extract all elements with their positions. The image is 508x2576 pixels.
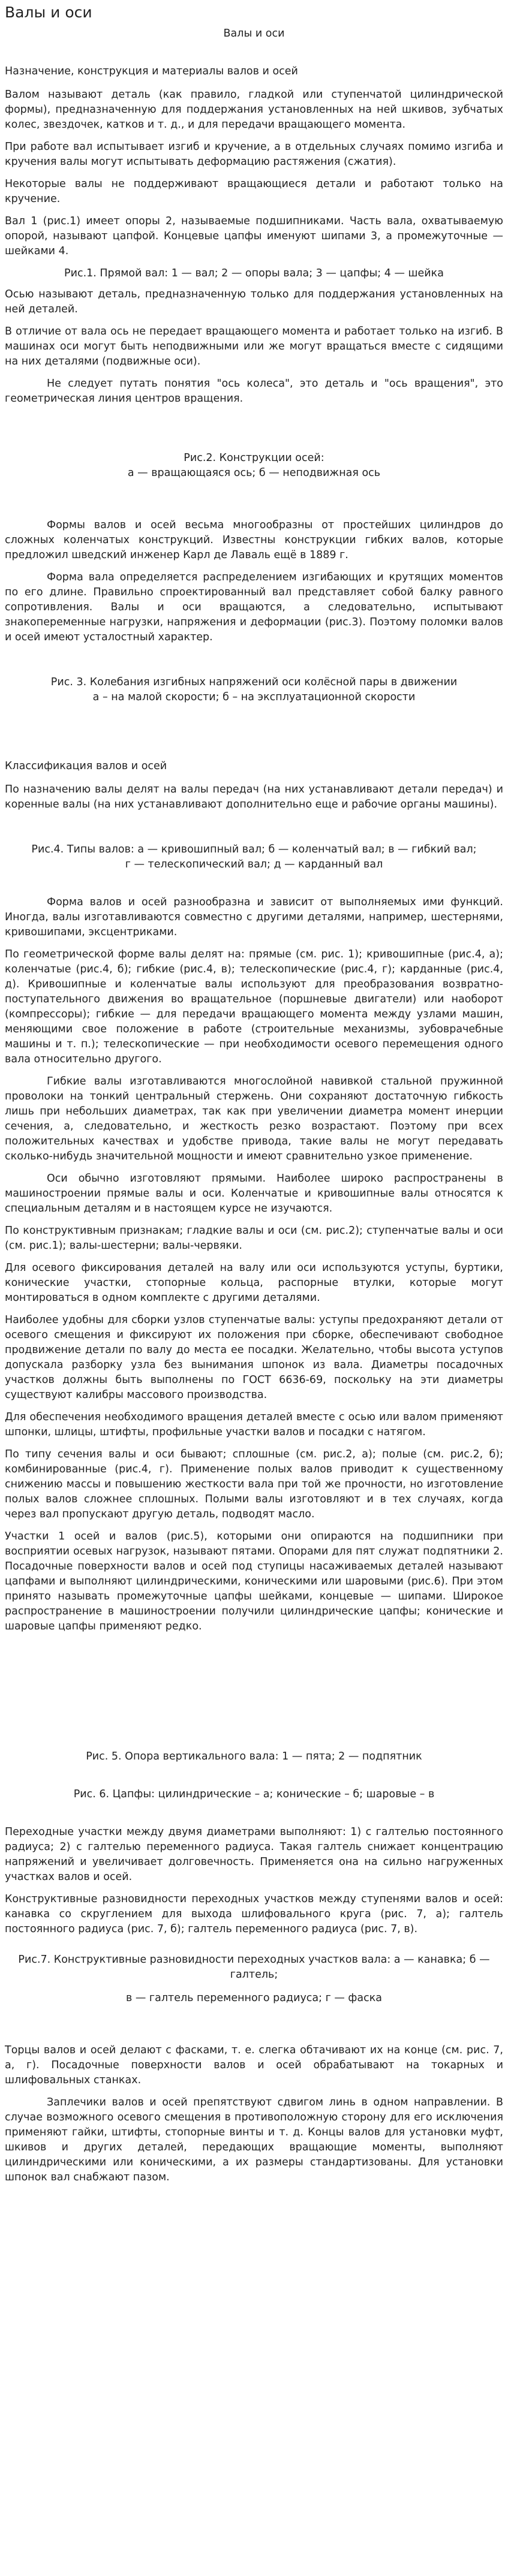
paragraph: Вал 1 (рис.1) имеет опоры 2, называемые подшипниками. Часть вала, охватываемую опорой, называют цапфой. Концевые цапфы именуют шипами 3, а промежуточные — шейками 4. [5, 215, 503, 257]
paragraph: Переходные участки между двумя диаметрами выполняют: 1) с галтелью постоянного радиуса; 2) с галтелью переменного радиуса. Такая галтель снижает концентрацию напряжений и увеличивает долговечность. Применяется она на сильно нагруженных участках валов и осей. [5, 1826, 503, 1883]
figure-caption: г — телескопический вал; д — карданный вал [125, 858, 383, 870]
paragraph: Торцы валов и осей делают с фасками, т. е. слегка обтачивают их на конце (см. рис. 7, а, г). Посадочные поверхности валов и осей обрабатывают на токарных и шлифовальных станках. [5, 2044, 503, 2086]
paragraph: Оси обычно изготовляют прямыми. Наиболее широко распространены в машиностроении прямые валы и оси. Коленчатые и кривошипные валы относятся к специальным деталям и в настоящем курсе не изучаются. [5, 1173, 503, 1215]
paragraph: Не следует путать понятия "ось колеса", это деталь и "ось вращения", это геометрическая линия центров вращения. [5, 378, 503, 405]
figure-caption: Рис.1. Прямой вал: 1 — вал; 2 — опоры вала; 3 — цапфы; 4 — шейка [64, 267, 444, 279]
document-subtitle: Валы и оси [223, 28, 285, 40]
figure-caption: Рис. 6. Цапфы: цилиндрические – а; конические – б; шаровые – в [73, 1788, 435, 1800]
paragraph: По типу сечения валы и оси бывают; сплошные (см. рис.2, а); полые (см. рис.2, б); комбинированные (рис.4, г). Применение полых валов приводит к существенному снижению массы и повышению жесткости вала при той же прочности, но изготовление полых валов сложнее сплошных. Полыми валы изготовляют и в тех случаях, когда через вал пропускают другую деталь, подводят масло. [5, 1448, 503, 1520]
figure-caption: а — вращающаяся ось; б — неподвижная ось [127, 467, 381, 479]
paragraph: По геометрической форме валы делят на: прямые (см. рис. 1); кривошипные (рис.4, а); коленчатые (рис.4, б); гибкие (рис.4, в); телескопические (рис.4, г); карданные (рис.4, д). Кривошипные и коленчатые валы используют для преобразования возвратно-поступательного движения во вращательное (поршневые двигатели) или наоборот (компрессоры); гибкие — для передачи вращающего момента между узлами машин, меняющими свое положение в работе (строительные механизмы, зубоврачебные машины и т. п.); телескопические — при необходимости осевого перемещения одного вала относительно другого. [5, 948, 503, 1065]
paragraph: Для обеспечения необходимого вращения деталей вместе с осью или валом применяют шпонки, шлицы, штифты, профильные участки валов и посадки с натягом. [5, 1411, 503, 1438]
figure-caption: Рис.4. Типы валов: а — кривошипный вал; б — коленчатый вал; в — гибкий вал; [31, 843, 477, 855]
figure-caption: Рис.2. Конструкции осей: [184, 452, 324, 464]
figure-caption: а – на малой скорости; б – на эксплуатационной скорости [92, 691, 416, 703]
paragraph: Заплечики валов и осей препятствуют сдвигом линь в одном направлении. В случае возможного осевого смещения в противоположную сторону для его исключения применяют гайки, штифты, стопорные винты и т. д. Концы валов для установки муфт, шкивов и других деталей, передающих вращающие моменты, выполняют цилиндрическими или коническими, а их размеры стандартизованы. Для установки шпонок вал снабжают пазом. [5, 2096, 503, 2183]
paragraph: Осью называют деталь, предназначенную только для поддержания установленных на ней деталей. [5, 288, 503, 315]
paragraph: Форма валов и осей разнообразна и зависит от выполняемых ими функций. Иногда, валы изготавливаются совместно с другими деталями, например, шестернями, кривошипами, эксцентриками. [5, 896, 503, 938]
paragraph: Наиболее удобны для сборки узлов ступенчатые валы: уступы предохраняют детали от осевого смещения и фиксируют их положения при сборке, обеспечивают свободное продвижение детали по валу до места ее посадки. Желательно, чтобы высота уступов допускала разборку узла без вынимания шпонок из вала. Диаметры посадочных участков должны быть выполнены по ГОСТ 6636-69, поскольку на эти диаметры существуют калибры массового производства. [5, 1314, 503, 1401]
paragraph: Для осевого фиксирования деталей на валу или оси используются уступы, буртики, конические участки, стопорные кольца, распорные втулки, которые могут монтироваться в одном комплекте с другими деталями. [5, 1262, 503, 1304]
figure-caption: в — галтель переменного радиуса; г — фаска [125, 1992, 383, 2004]
section-heading-purpose: Назначение, конструкция и материалы валов и осей [5, 65, 298, 77]
paragraph: Валом называют деталь (как правило, гладкой или ступенчатой цилиндрической формы), предназначенную для поддержания установленных на ней шкивов, зубчатых колес, звездочек, катков и т. д., и для передачи вращающего момента. [5, 89, 503, 131]
paragraph: Гибкие валы изготавливаются многослойной навивкой стальной пружинной проволоки на тонкий центральный стержень. Они сохраняют достаточную гибкость лишь при небольших диаметрах, так как при увеличении диаметра момент инерции сечения, а, следовательно, и жесткость резко возрастают. Поэтому при всех положительных качествах и удобстве привода, такие валы не могут передавать сколько-нибудь значительной мощности и имеют сравнительно узкое применение. [5, 1075, 503, 1162]
paragraph: В отличие от вала ось не передает вращающего момента и работает только на изгиб. В машинах оси могут быть неподвижными или же могут вращаться вместе с сидящими на них деталями (подвижные оси). [5, 326, 503, 367]
figure-caption: Рис.7. Конструктивные разновидности переходных участков вала: а — канавка; б — галтель; [18, 1954, 490, 1981]
section-heading-classification: Классификация валов и осей [5, 760, 167, 772]
figure-caption: Рис. 5. Опора вертикального вала: 1 — пята; 2 — подпятник [86, 1751, 422, 1762]
figure-caption: Рис. 3. Колебания изгибных напряжений оси колёсной пары в движении [50, 676, 458, 688]
paragraph: Форма вала определяется распределением изгибающих и крутящих моментов по его длине. Правильно спроектированный вал представляет собой балку равного сопротивления. Валы и оси вращаются, а следовательно, испытывают знакопеременные нагрузки, напряжения и деформации (рис.3). Поэтому поломки валов и осей имеют усталостный характер. [5, 571, 503, 643]
paragraph: Участки 1 осей и валов (рис.5), которыми они опираются на подшипники при восприятии осевых нагрузок, называют пятами. Опорами для пят служат подпятники 2. Посадочные поверхности валов и осей под ступицы насаживаемых деталей называют цапфами и выполняют цилиндрическими, коническими или шаровыми (рис.6). При этом принято называть промежуточные цапфы шейками, концевые — шипами. Широкое распространение в машиностроении получили цилиндрические цапфы; конические и шаровые цапфы применяют редко. [5, 1530, 503, 1632]
paragraph: По конструктивным признакам; гладкие валы и оси (см. рис.2); ступенчатые валы и оси (см. рис.1); валы-шестерни; валы-червяки. [5, 1225, 503, 1252]
paragraph: Конструктивные разновидности переходных участков между ступенями валов и осей: канавка со скруглением для выхода шлифовального круга (рис. 7, а); галтель постоянного радиуса (рис. 7, б); галтель переменного радиуса (рис. 7, в). [5, 1893, 503, 1935]
paragraph: По назначению валы делят на валы передач (на них устанавливают детали передач) и коренные валы (на них устанавливают дополнительно еще и рабочие органы машины). [5, 784, 503, 811]
paragraph: Формы валов и осей весьма многообразны от простейших цилиндров до сложных коленчатых конструкций. Известны конструкции гибких валов, которые предложил шведский инженер Карл де Лаваль ещё в 1889 г. [5, 519, 503, 561]
paragraph: Некоторые валы не поддерживают вращающиеся детали и работают только на кручение. [5, 178, 503, 205]
page-title: Валы и оси [5, 4, 92, 21]
paragraph: При работе вал испытывает изгиб и кручение, а в отдельных случаях помимо изгиба и кручения валы могут испытывать деформацию растяжения (сжатия). [5, 141, 503, 168]
